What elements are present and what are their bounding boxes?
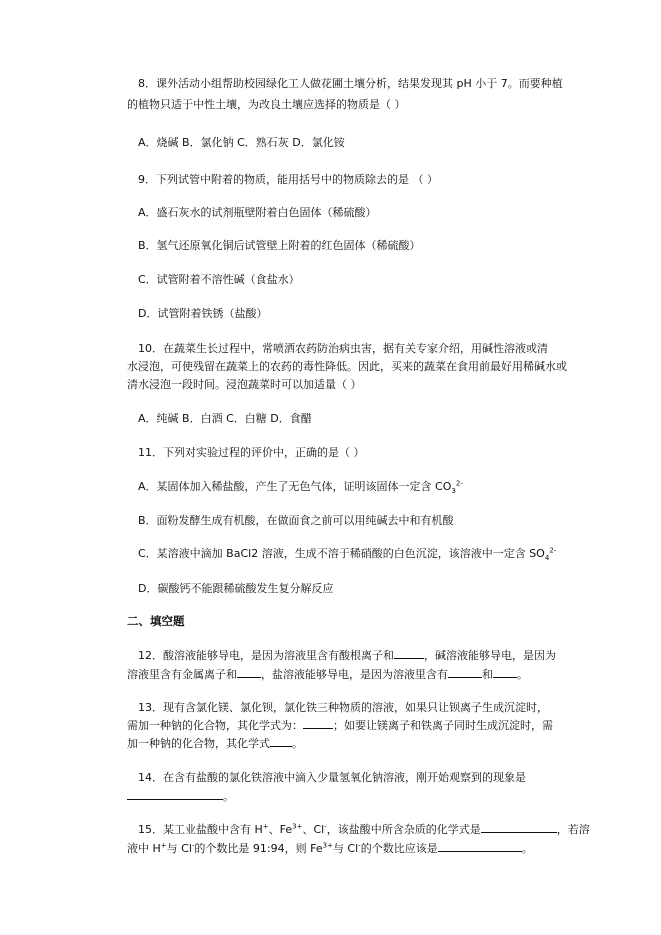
q11-stem: 11．下列对实验过程的评价中，正确的是（ ）: [138, 446, 365, 459]
q10-line1: 10．在蔬菜生长过程中，常喷洒农药防治病虫害，据有关专家介绍，用碱性溶液或清: [138, 342, 548, 355]
q12-line1: 12．酸溶液能够导电，是因为溶液里含有酸根离子和 ，碱溶液能够导电，是因为: [138, 649, 556, 662]
q10-line2: 水浸泡，可使残留在蔬菜上的农药的毒性降低。因此，买来的蔬菜在食用前最好用稀碱水或: [127, 360, 567, 373]
q12-blank-1[interactable]: [394, 647, 424, 659]
q14-line2: 。: [127, 787, 557, 806]
q9-option-a: A．盛石灰水的试剂瓶壁附着白色固体（稀硫酸）: [138, 206, 377, 219]
q13-blank-2[interactable]: [270, 735, 292, 747]
q13-line1: 13．现有含氯化镁、氯化钡，氯化铁三种物质的溶液，如果只让钡离子生成沉淀时，: [138, 701, 548, 714]
q8-options: A．烧碱 B．氯化钠 C．熟石灰 D．氯化铵: [138, 136, 345, 149]
q15-line1: 15．某工业盐酸中含有 H+、$Fe^{3+}$、Cl-，该盐酸中所含杂质的化学式是 ，若溶: [138, 822, 590, 836]
q10-options: A．纯碱 B．白酒 C．白糖 D．食醋: [138, 412, 312, 425]
q9-option-c: C．试管附着不溶性碱（食盐水）: [138, 273, 300, 286]
q10-line3: 清水浸泡一段时间。浸泡蔬菜时可以加适量（ ）: [127, 378, 362, 391]
q13-line3: 加一种钠的化合物，其化学式 。: [127, 737, 303, 750]
q14-line1: 14．在含有盐酸的氯化铁溶液中滴入少量氢氧化钠溶液，刚开始观察到的现象是: [138, 771, 526, 784]
q8-line2: 的植物只适于中性土壤，为改良土壤应选择的物质是（ ）: [127, 98, 406, 111]
q11-option-b: B．面粉发酵生成有机酸，在做面食之前可以用纯碱去中和有机酸: [138, 514, 454, 527]
q8-line1: 8．课外活动小组帮助校园绿化工人做花圃土壤分析，结果发现其 pH 小于 7。而要种植: [138, 77, 563, 90]
q11-option-a: A．某固体加入稀盐酸，产生了无色气体，证明该固体一定含 $CO_3^{2-}$: [138, 479, 463, 496]
q13-blank-1[interactable]: [303, 717, 333, 729]
q12-blank-2[interactable]: [237, 666, 261, 678]
q11-option-d: D．碳酸钙不能跟稀硫酸发生复分解反应: [138, 582, 334, 595]
q15-blank-2[interactable]: [438, 840, 522, 852]
q13-line2: 需加一种钠的化合物，其化学式为： ；如要让镁离子和铁离子同时生成沉淀时，需: [127, 719, 553, 732]
q12-blank-4[interactable]: [493, 666, 517, 678]
q12-blank-3[interactable]: [448, 666, 482, 678]
q9-stem: 9．下列试管中附着的物质，能用括号中的物质除去的是 （ ）: [138, 173, 438, 186]
q15-blank-1[interactable]: [481, 821, 557, 833]
q9-option-d: D．试管附着铁锈（盐酸）: [138, 307, 268, 320]
q11-option-c: C．某溶液中滴加 BaCl2 溶液，生成不溶于稀硝酸的白色沉淀，该溶液中一定含 $SO_4^{2-}$: [138, 546, 557, 563]
q15-line2: 液中 H+与 Cl-的个数比是 91:94，则 $Fe^{3+}$与 Cl-的个数比应该是 。: [127, 841, 533, 855]
section-title-fill-blank: 二、填空题: [127, 614, 185, 628]
q9-option-b: B．氢气还原氧化铜后试管壁上附着的红色固体（稀硫酸）: [138, 239, 421, 252]
q14-blank-1[interactable]: [127, 788, 223, 800]
q12-line2: 溶液里含有金属离子和 ，盐溶液能够导电，是因为溶液里含有 和 。: [127, 668, 528, 681]
